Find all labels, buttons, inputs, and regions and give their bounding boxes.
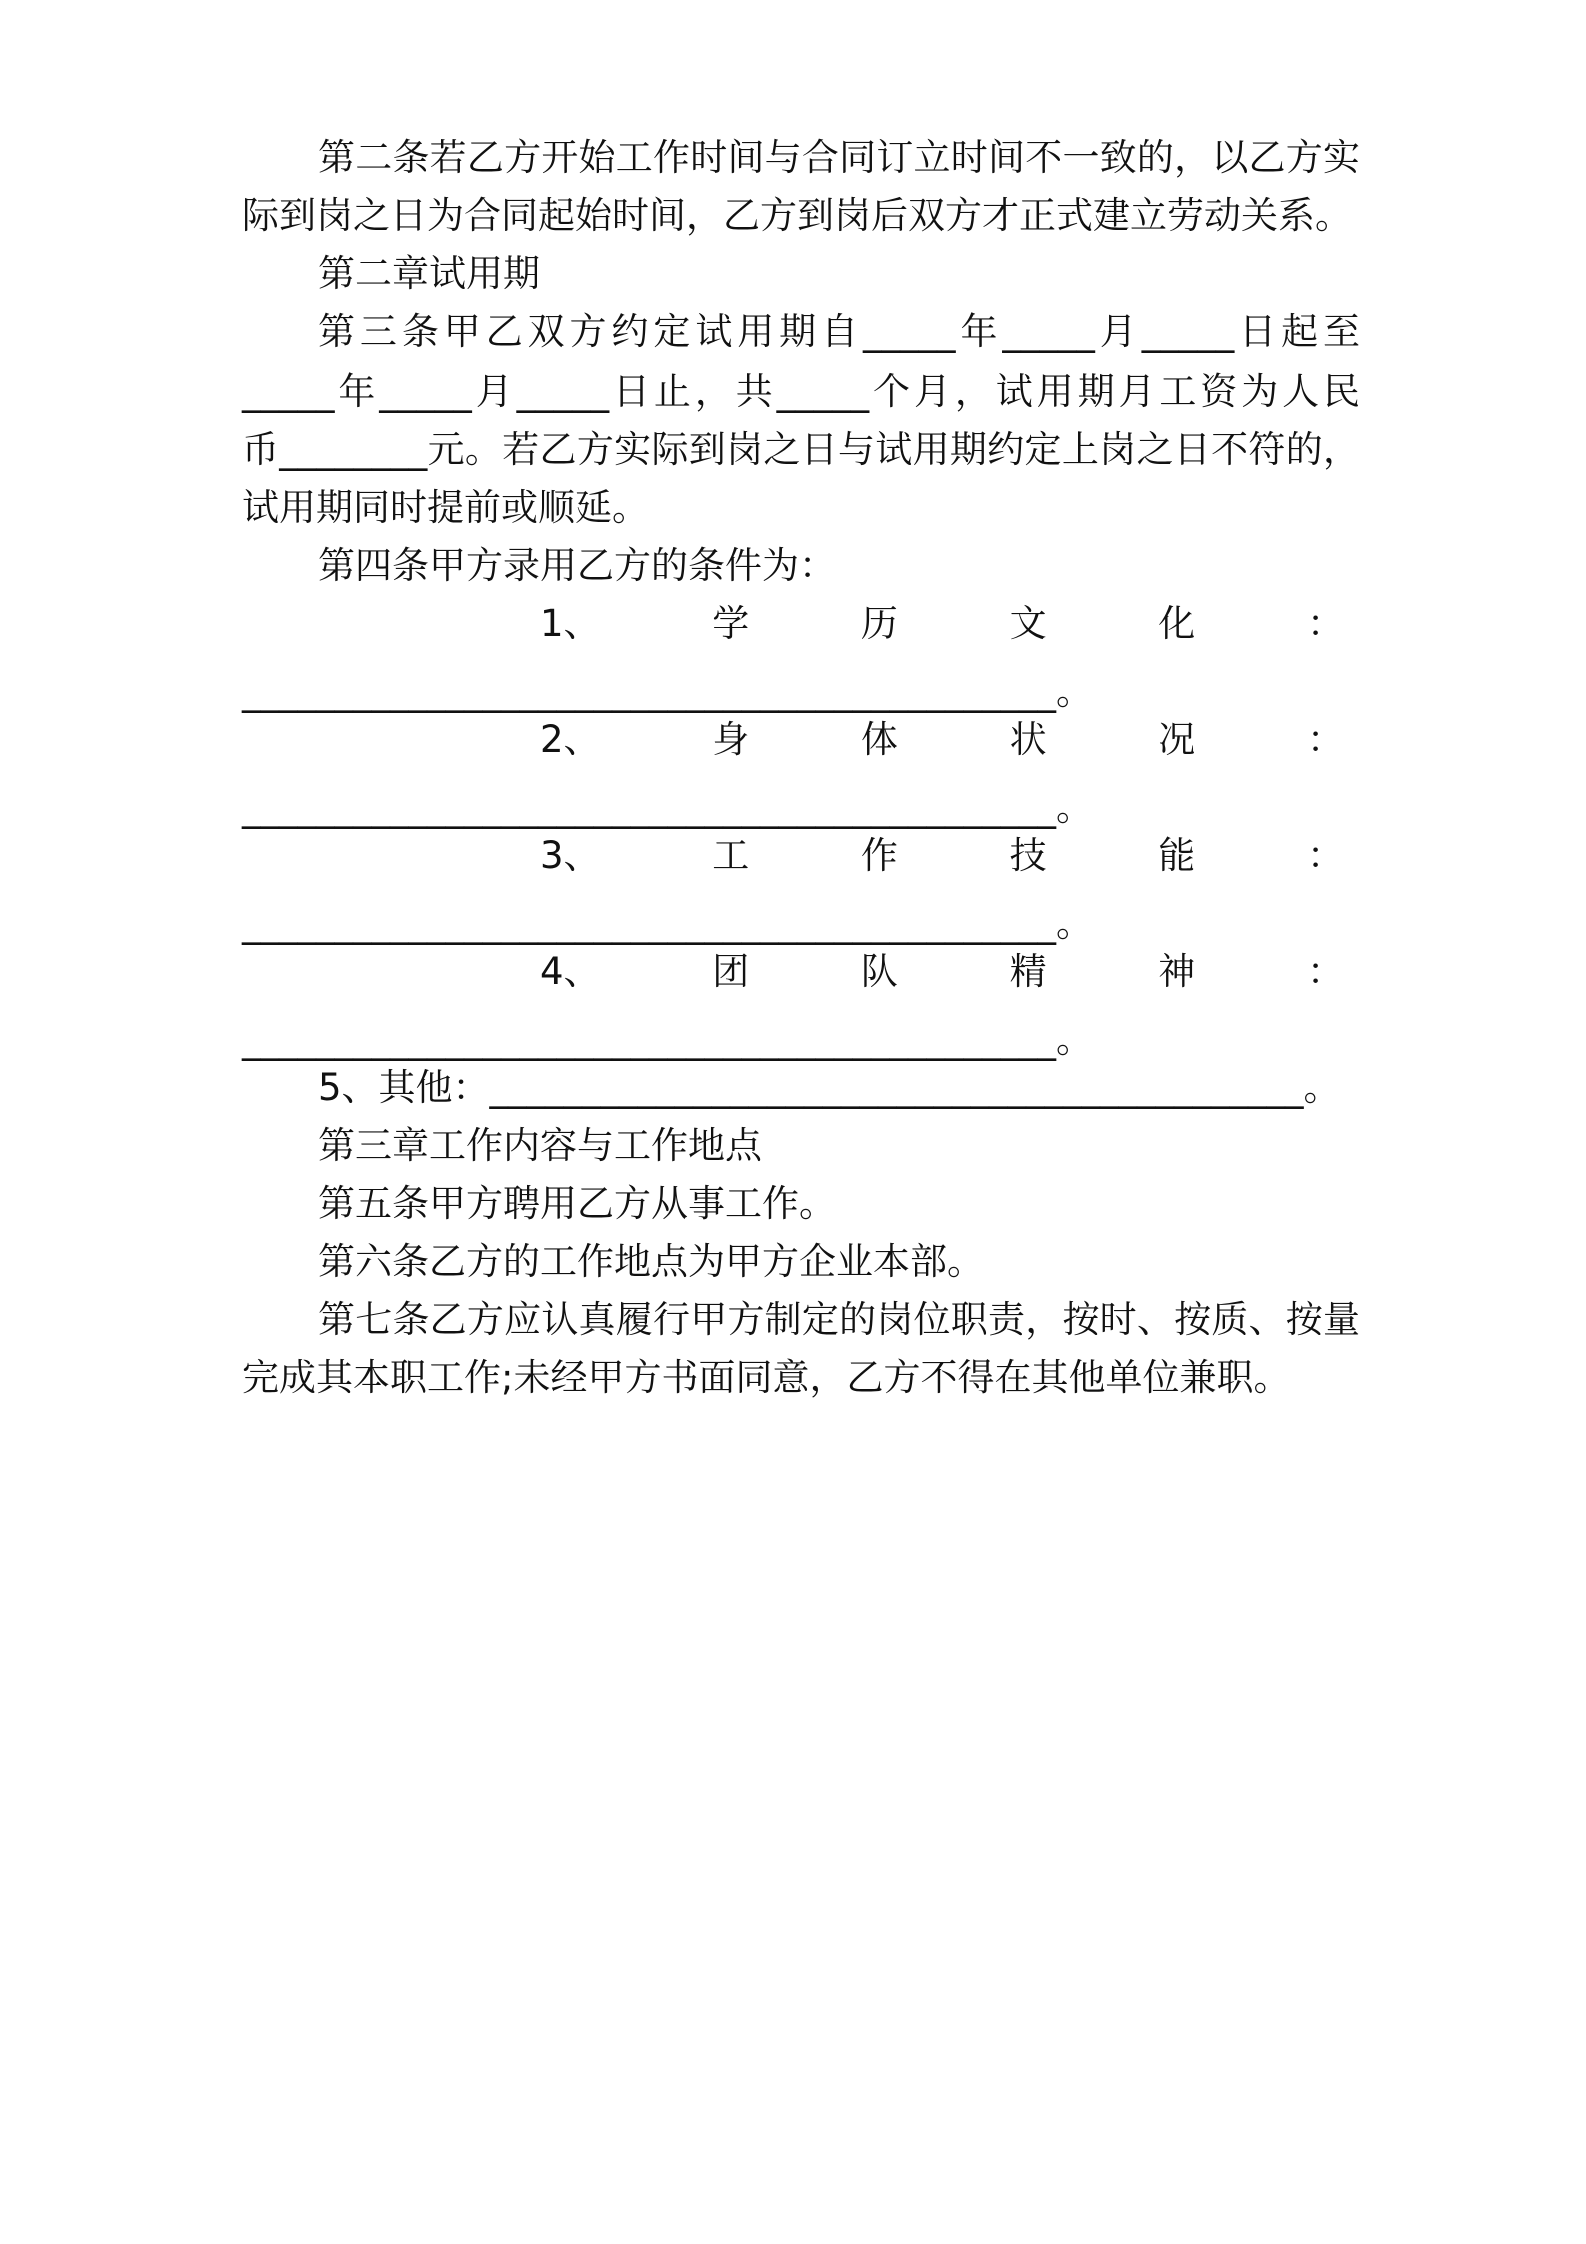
condition-3-char-2: 作: [860, 834, 898, 877]
condition-2-colon: ：: [1306, 718, 1344, 761]
condition-3-colon: ：: [1306, 834, 1344, 877]
condition-3-char-4: 能: [1158, 834, 1196, 877]
condition-2-char-1: 身: [712, 718, 750, 761]
article-3-line-3: 币________元。若乙方实际到岗之日与试用期约定上岗之日不符的，: [242, 428, 1360, 471]
article-3-line-1: 第三条甲乙双方约定试用期自_____年_____月_____日起至: [318, 310, 1360, 353]
condition-4-colon: ：: [1306, 950, 1344, 993]
condition-4-char-3: 精: [1009, 950, 1047, 993]
article-3-line-2: _____年_____月_____日止，共_____个月，试用期月工资为人民: [242, 370, 1360, 413]
condition-3-char-1: 工: [712, 834, 750, 877]
chapter-3-heading: 第三章工作内容与工作地点: [318, 1124, 762, 1167]
condition-4-blank: ____________________________________________。: [242, 1018, 1093, 1061]
article-7-line-2: 完成其本职工作;未经甲方书面同意，乙方不得在其他单位兼职。: [242, 1356, 1291, 1399]
condition-3-number: 3、: [540, 834, 601, 877]
condition-2-char-2: 体: [860, 718, 898, 761]
condition-1-number: 1、: [540, 602, 601, 645]
article-7-line-1: 第七条乙方应认真履行甲方制定的岗位职责，按时、按质、按量: [318, 1298, 1360, 1341]
condition-1-char-3: 文: [1009, 602, 1047, 645]
condition-2-number: 2、: [540, 718, 601, 761]
condition-1-blank: ____________________________________________。: [242, 670, 1093, 713]
article-3-line-4: 试用期同时提前或顺延。: [242, 486, 649, 529]
condition-1-char-4: 化: [1158, 602, 1196, 645]
condition-2-char-3: 状: [1009, 718, 1047, 761]
condition-3-blank: ____________________________________________。: [242, 902, 1093, 945]
condition-4-number: 4、: [540, 950, 601, 993]
condition-3-char-3: 技: [1009, 834, 1047, 877]
condition-1-colon: ：: [1306, 602, 1344, 645]
article-6: 第六条乙方的工作地点为甲方企业本部。: [318, 1240, 984, 1283]
condition-2-blank: ____________________________________________。: [242, 786, 1093, 829]
article-2-line-1: 第二条若乙方开始工作时间与合同订立时间不一致的，以乙方实: [318, 136, 1360, 179]
condition-2-char-4: 况: [1158, 718, 1196, 761]
condition-1-char-1: 学: [712, 602, 750, 645]
article-4-title: 第四条甲方录用乙方的条件为：: [318, 544, 836, 587]
condition-5-other: 5、其他：____________________________________________。: [318, 1066, 1341, 1109]
condition-4-char-4: 神: [1158, 950, 1196, 993]
condition-4-char-1: 团: [712, 950, 750, 993]
condition-4-char-2: 队: [860, 950, 898, 993]
chapter-2-heading: 第二章试用期: [318, 252, 540, 295]
article-2-line-2: 际到岗之日为合同起始时间，乙方到岗后双方才正式建立劳动关系。: [242, 194, 1352, 237]
article-5: 第五条甲方聘用乙方从事工作。: [318, 1182, 836, 1225]
condition-1-char-2: 历: [860, 602, 898, 645]
